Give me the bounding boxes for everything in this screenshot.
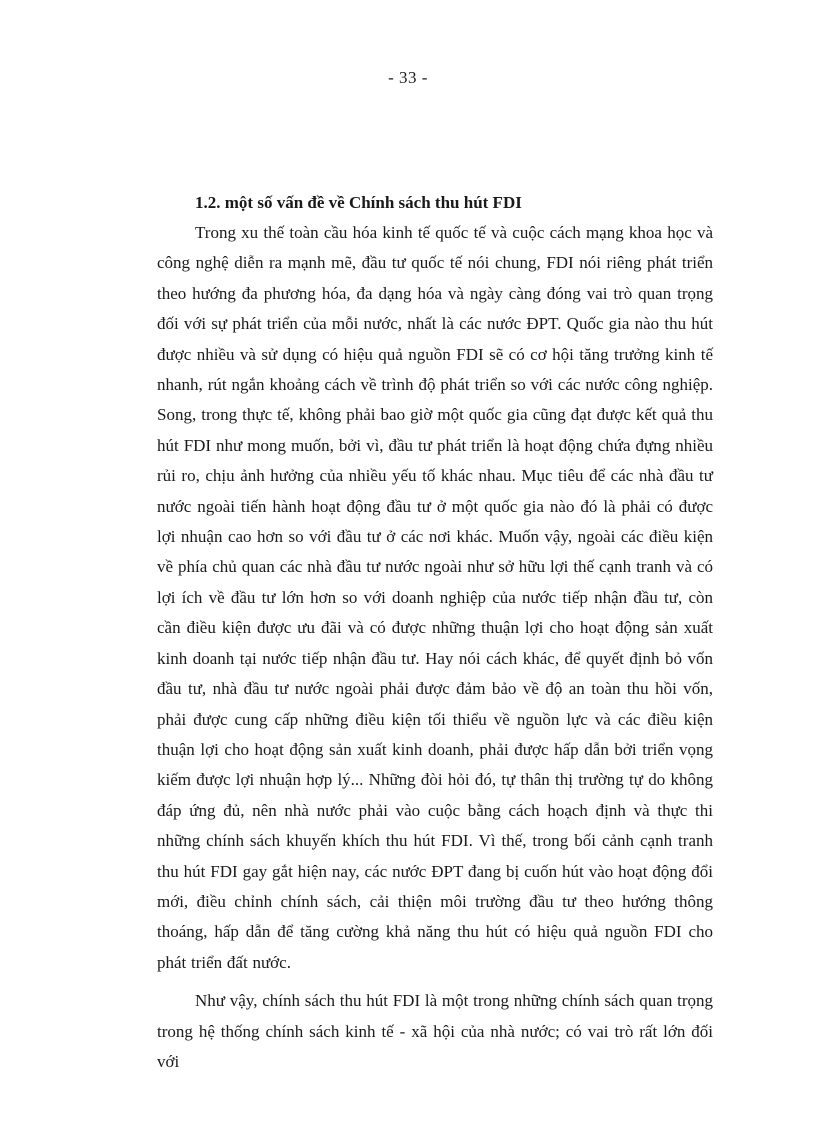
- body-paragraph: Trong xu thế toàn cầu hóa kinh tế quốc tế và cuộc cách mạng khoa học và công nghệ diễn ra mạnh mẽ, đầu tư quốc tế nói chung, FDI nói riêng phát triển theo hướng đa phương hóa, đa dạng hóa và ngày càng đóng vai trò quan trọng đối với sự phát triển của mỗi nước, nhất là các nước ĐPT. Quốc gia nào thu hút được nhiều và sử dụng có hiệu quả nguồn FDI sẽ có cơ hội tăng trưởng kinh tế nhanh, rút ngắn khoảng cách về trình độ phát triển so với các nước công nghiệp. Song, trong thực tế, không phải bao giờ một quốc gia cũng đạt được kết quả thu hút FDI như mong muốn, bởi vì, đầu tư phát triển là hoạt động chứa đựng nhiều rủi ro, chịu ảnh hưởng của nhiều yếu tố khác nhau. Mục tiêu để các nhà đầu tư nước ngoài tiến hành hoạt động đầu tư ở một quốc gia nào đó là phải có được lợi nhuận cao hơn so với đầu tư ở các nơi khác. Muốn vậy, ngoài các điều kiện về phía chủ quan các nhà đầu tư nước ngoài như sở hữu lợi thế cạnh tranh và có lợi ích về đầu tư lớn hơn so với doanh nghiệp của nước tiếp nhận đầu tư, còn cần điều kiện được ưu đãi và có được những thuận lợi cho hoạt động sản xuất kinh doanh tại nước tiếp nhận đầu tư. Hay nói cách khác, để quyết định bỏ vốn đầu tư, nhà đầu tư nước ngoài phải được đảm bảo về độ an toàn thu hồi vốn, phải được cung cấp những điều kiện tối thiểu về nguồn lực và các điều kiện thuận lợi cho hoạt động sản xuất kinh doanh, phải được hấp dẫn bởi triển vọng kiếm được lợi nhuận hợp lý... Những đòi hỏi đó, tự thân thị trường tự do không đáp ứng đủ, nên nhà nước phải vào cuộc bằng cách hoạch định và thực thi những chính sách khuyến khích thu hút FDI. Vì thế, trong bối cảnh cạnh tranh thu hút FDI gay gắt hiện nay, các nước ĐPT đang bị cuốn hút vào hoạt động đổi mới, điều chỉnh chính sách, cải thiện môi trường đầu tư theo hướng thông thoáng, hấp dẫn để tăng cường khả năng thu hút có hiệu quả nguồn FDI cho phát triển đất nước.: [157, 223, 713, 972]
- page-content: [157, 188, 713, 1077]
- page-number: - 33 -: [388, 68, 428, 87]
- body-paragraph: Như vậy, chính sách thu hút FDI là một trong những chính sách quan trọng trong hệ thống chính sách kinh tế - xã hội của nhà nước; có vai trò rất lớn đối với: [157, 991, 713, 1071]
- section-heading: 1.2. một số vấn đề về Chính sách thu hút FDI: [195, 193, 522, 212]
